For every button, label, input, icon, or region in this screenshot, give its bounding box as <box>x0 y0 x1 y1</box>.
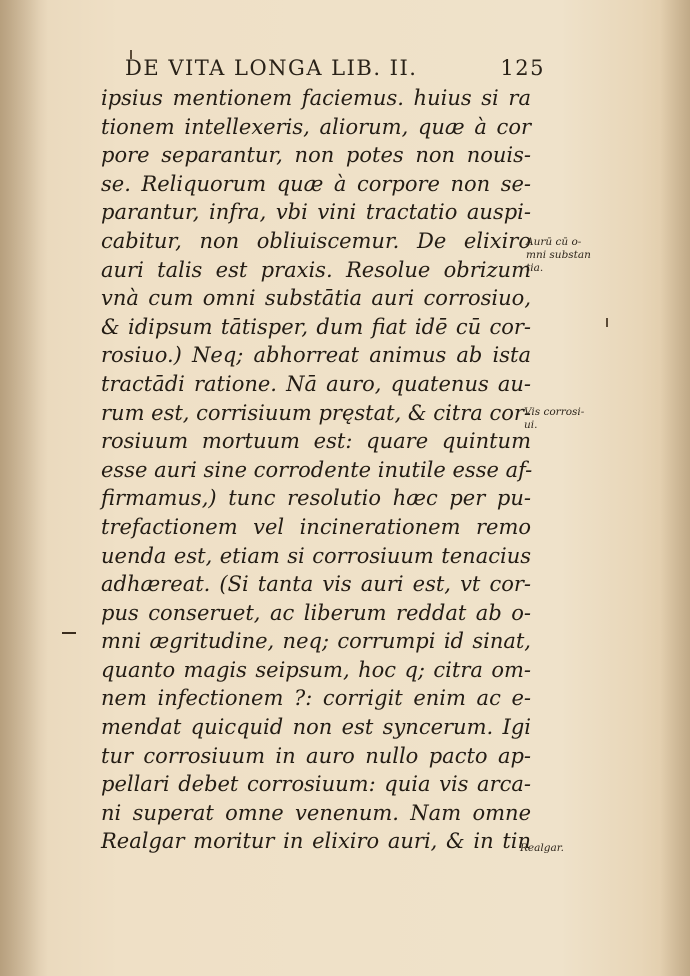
margin-dash-mark <box>62 632 76 634</box>
text-line: esse auri sine corrodente inutile esse af- <box>101 457 533 482</box>
text-line: auri talis est praxis. Resolue obrizum <box>101 257 531 282</box>
text-line: firmamus,) tunc resolutio hæc per pu- <box>101 486 531 511</box>
text-line: ipsius mentionem faciemus. huius si ra <box>101 86 531 110</box>
text-line: pellari debet corrosiuum: quia vis arca- <box>101 772 531 797</box>
margin-note-line: tia. <box>526 262 544 274</box>
text-line: ni superat omne venenum. Nam omne <box>101 800 531 825</box>
page-number: 125 <box>500 56 545 80</box>
text-line: quanto magis seipsum, hoc q; citra om- <box>101 657 531 682</box>
text-line: tractādi ratione. Nā auro, quatenus au- <box>101 371 531 396</box>
text-line: nem infectionem ?: corrigit enim ac e- <box>101 686 531 711</box>
margin-note-line: ui. <box>524 419 538 431</box>
text-line: trefactionem vel incinerationem remo <box>101 514 531 539</box>
text-line: & idipsum tātisper, dum fiat idē cū cor- <box>101 314 531 339</box>
text-line: mendat quicquid non est syncerum. Igi <box>101 715 531 740</box>
text-line: tur corrosiuum in auro nullo pacto ap- <box>101 743 531 768</box>
text-line: parantur, infra, vbi vini tractatio auspi- <box>101 200 531 225</box>
running-title: DE VITA LONGA LIB. II. <box>125 56 418 80</box>
text-line: pore separantur, non potes non nouis- <box>101 143 531 168</box>
body-text <box>101 84 531 856</box>
text-line: tionem intellexeris, aliorum, quæ à cor <box>101 114 531 139</box>
text-line: cabitur, non obliuiscemur. De elixiro <box>101 228 531 253</box>
text-line: uenda est, etiam si corrosiuum tenacius <box>101 543 531 568</box>
margin-note-realgar <box>520 842 600 855</box>
margin-note-line: Aurū cū o- <box>526 236 582 248</box>
text-line: rum est, corrisiuum pręstat, & citra cor- <box>101 400 531 425</box>
text-line: se. Reliquorum quæ à corpore non se- <box>101 171 531 196</box>
running-header <box>125 56 545 80</box>
margin-note-line: Vis corrosi- <box>524 406 585 418</box>
page-edge-shadow <box>660 0 690 976</box>
margin-note-line: mni substan <box>526 249 591 261</box>
text-line: Realgar moritur in elixiro auri, & in tin <box>101 829 531 854</box>
text-line: adhæreat. (Si tanta vis auri est, vt cor- <box>101 572 531 597</box>
text-line: mni ægritudine, neq; corrumpi id sinat, <box>101 629 531 654</box>
margin-note-auru <box>526 236 616 275</box>
text-line: pus conseruet, ac liberum reddat ab o- <box>101 600 531 625</box>
ink-mark <box>606 318 608 327</box>
margin-note-vis-corrosiui <box>524 406 614 432</box>
gutter-shadow <box>0 0 48 976</box>
text-line: rosiuo.) Neq; abhorreat animus ab ista <box>101 343 531 368</box>
text-line: vnà cum omni substātia auri corrosiuo, <box>101 286 531 311</box>
text-line: rosiuum mortuum est: quare quintum <box>101 429 531 454</box>
margin-note-line: Realgar. <box>520 842 564 854</box>
